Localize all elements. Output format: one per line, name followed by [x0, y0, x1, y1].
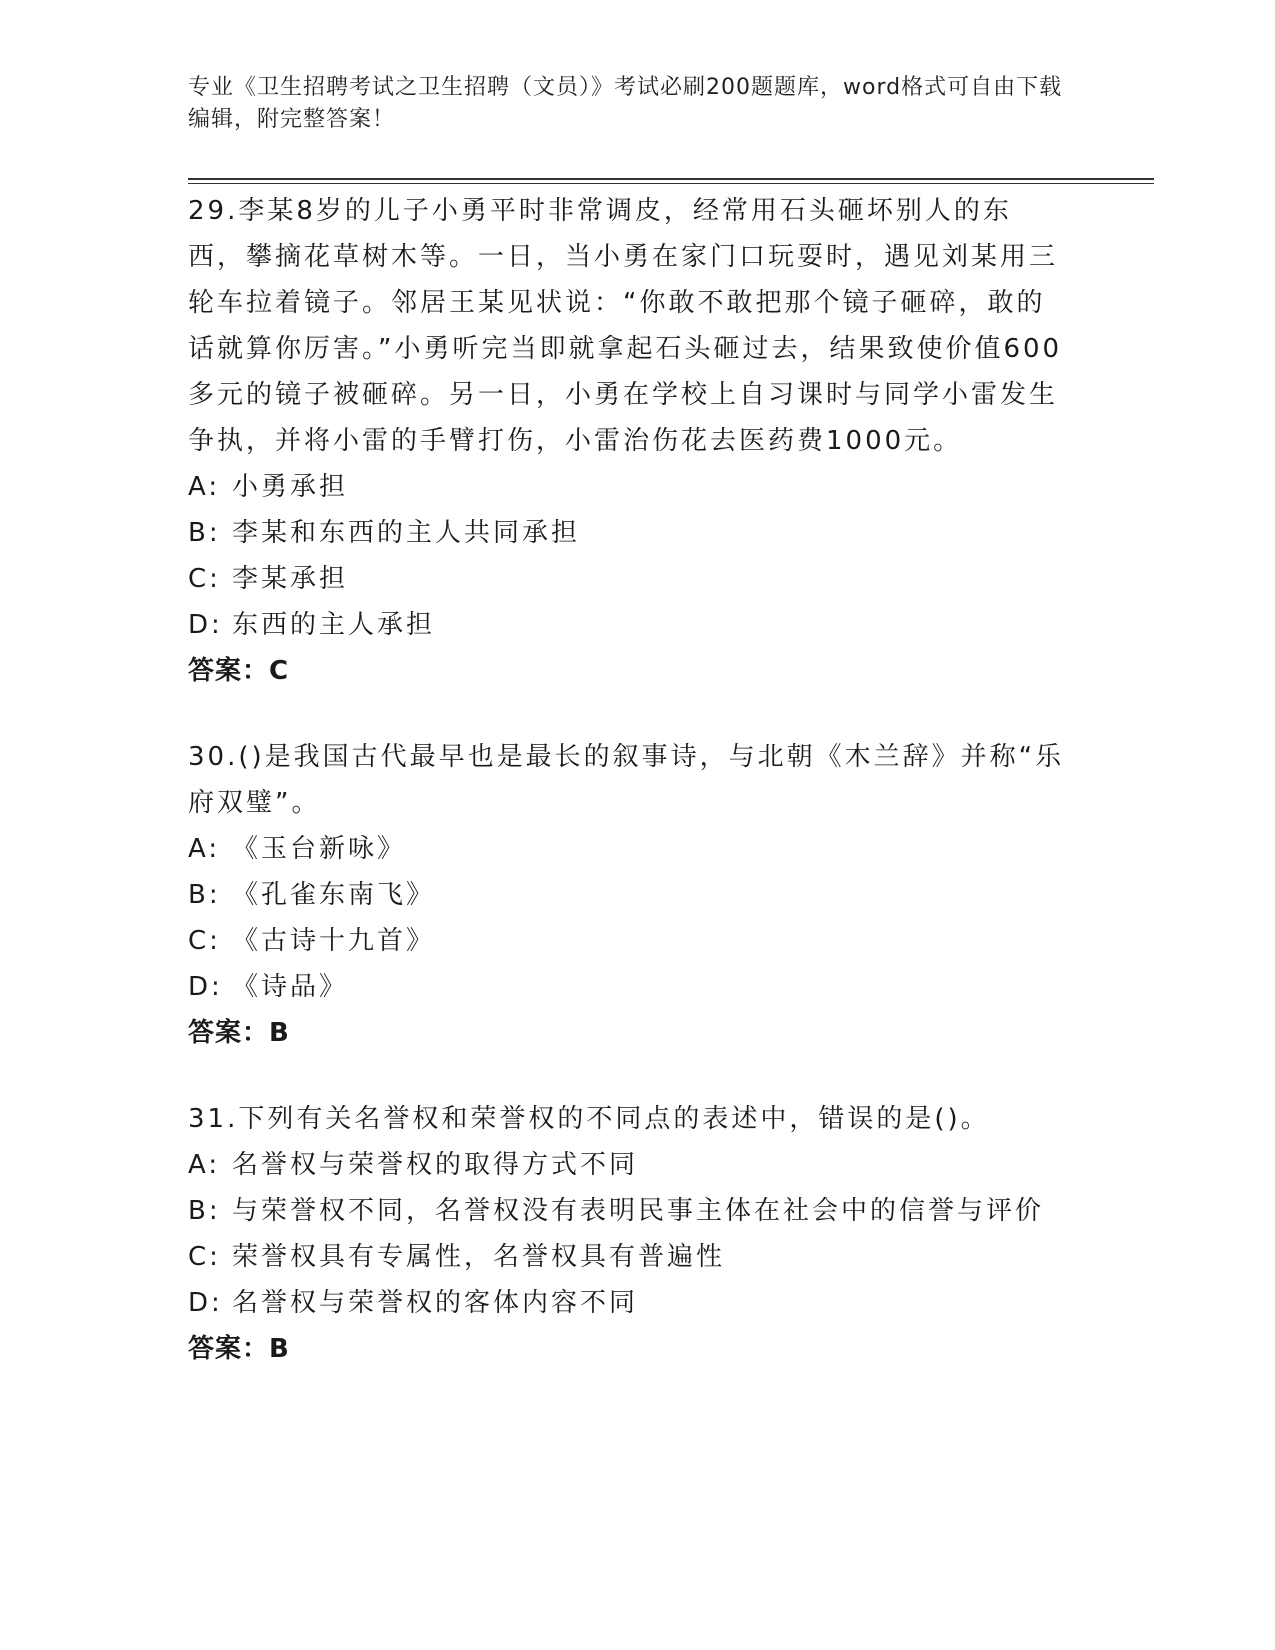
- option-key: B:: [188, 1196, 221, 1226]
- option-c: [188, 918, 1068, 964]
- option-text: 名誉权与荣誉权的客体内容不同: [232, 1288, 639, 1318]
- option-d: [188, 964, 1068, 1010]
- question-stem: 30.()是我国古代最早也是最长的叙事诗，与北朝《木兰辞》并称“乐府双璧”。: [188, 742, 1065, 818]
- option-key: C:: [188, 564, 221, 594]
- option-a: [188, 1142, 1068, 1188]
- question-stem: 29.李某8岁的儿子小勇平时非常调皮，经常用石头砸坏别人的东西，攀摘花草树木等。一日，当小勇在家门口玩耍时，遇见刘某用三轮车拉着镜子。邻居王某见状说：“你敢不敢把那个镜子砸碎，敢的话就算你厉害。”小勇听完当即就拿起石头砸过去，结果致使价值600多元的镜子被砸碎。另一日，小勇在学校上自习课时与同学小雷发生争执，并将小雷的手臂打伤，小雷治伤花去医药费1000元。: [188, 196, 1063, 456]
- answer-line: 答案：C: [188, 656, 290, 686]
- option-key: D:: [188, 972, 223, 1002]
- option-a: [188, 464, 1068, 510]
- option-key: A:: [188, 834, 221, 864]
- option-c: [188, 556, 1068, 602]
- option-text: 小勇承担: [232, 472, 349, 502]
- option-text: 李某和东西的主人共同承担: [232, 518, 581, 548]
- option-key: D:: [188, 1288, 223, 1318]
- option-key: A:: [188, 1150, 221, 1180]
- answer-line: 答案：B: [188, 1334, 290, 1364]
- header-divider-thick: [188, 178, 1154, 180]
- option-key: D:: [188, 610, 223, 640]
- option-d: [188, 1280, 1068, 1326]
- header-divider-thin: [188, 183, 1154, 184]
- option-b: [188, 510, 1068, 556]
- option-key: B:: [188, 518, 221, 548]
- option-b: [188, 872, 1068, 918]
- answer-line: 答案：B: [188, 1018, 290, 1048]
- option-text: 《玉台新咏》: [232, 834, 407, 864]
- page-header: 专业《卫生招聘考试之卫生招聘（文员）》考试必刷200题题库，word格式可自由下载编辑，附完整答案！: [188, 75, 1063, 132]
- question-31: [188, 1096, 1068, 1372]
- option-text: 与荣誉权不同，名誉权没有表明民事主体在社会中的信誉与评价: [232, 1196, 1045, 1226]
- option-text: 名誉权与荣誉权的取得方式不同: [232, 1150, 639, 1180]
- option-b: [188, 1188, 1068, 1234]
- option-key: C:: [188, 1242, 221, 1272]
- option-key: B:: [188, 880, 221, 910]
- option-text: 荣誉权具有专属性，名誉权具有普遍性: [232, 1242, 726, 1272]
- option-a: [188, 826, 1068, 872]
- option-d: [188, 602, 1068, 648]
- option-text: 《孔雀东南飞》: [232, 880, 436, 910]
- option-c: [188, 1234, 1068, 1280]
- question-29: [188, 188, 1068, 694]
- question-stem: 31.下列有关名誉权和荣誉权的不同点的表述中，错误的是()。: [188, 1104, 990, 1134]
- question-30: [188, 734, 1068, 1056]
- option-text: 《古诗十九首》: [232, 926, 436, 956]
- option-text: 李某承担: [232, 564, 349, 594]
- option-key: A:: [188, 472, 221, 502]
- option-key: C:: [188, 926, 221, 956]
- option-text: 《诗品》: [232, 972, 349, 1002]
- option-text: 东西的主人承担: [232, 610, 436, 640]
